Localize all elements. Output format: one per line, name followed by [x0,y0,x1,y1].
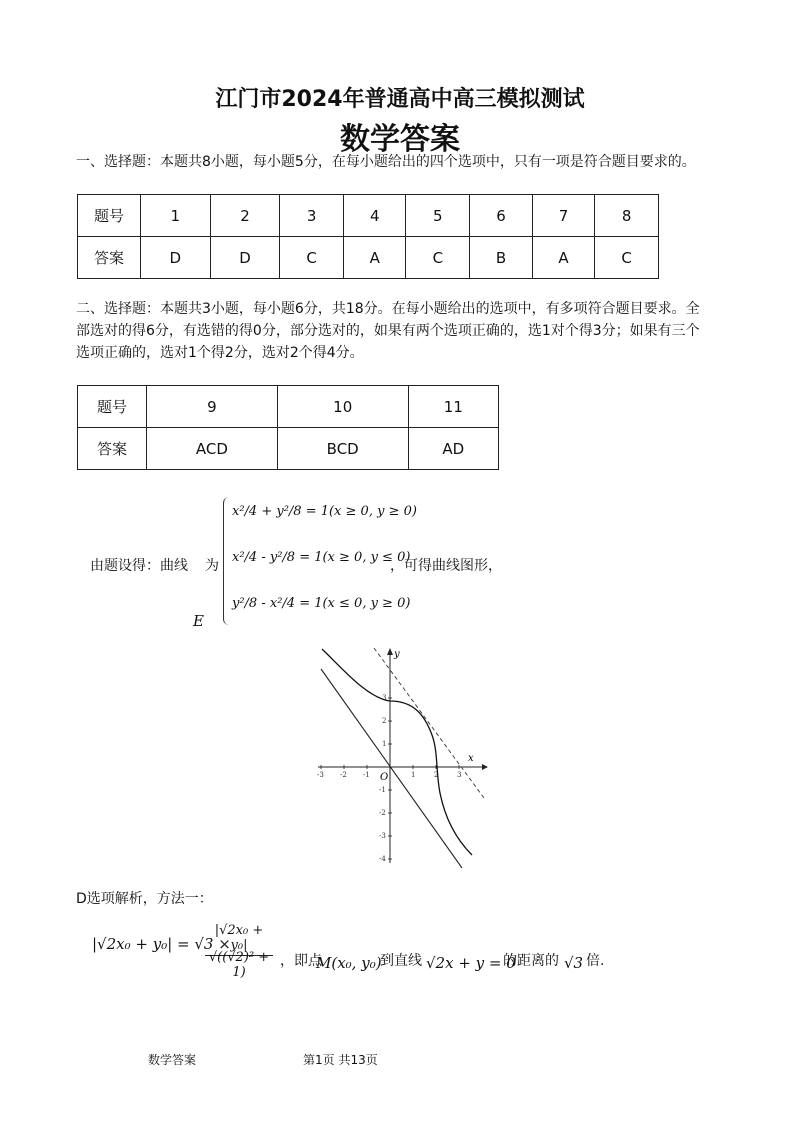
footer-label: 数学答案 [148,1053,197,1067]
y-tick-label: 3 [382,694,387,702]
piecewise-case-1: x²/4 + y²/8 = 1(x ≥ 0, y ≥ 0) [232,504,417,519]
x-tick-label: -3 [317,771,324,779]
y-tick-label: -1 [379,786,386,794]
table-row [78,428,499,470]
d-option-text3: 的距离的 [503,953,559,969]
y-tick-label: -2 [379,809,386,817]
answer-cell: BCD [277,428,408,470]
asymptote-line [321,669,462,868]
answer-cell: AD [408,428,498,470]
section2-intro-line3: 选项正确的，选对1个得2分，选对2个得4分。 [76,345,364,361]
page-number: 第1页 共13页 [303,1053,378,1067]
y-tick-label: -3 [379,832,386,840]
section2-answer-table [77,385,499,470]
y-tick-label: 2 [382,717,387,725]
row-label: 题号 [78,386,147,428]
section2-intro-line2: 部选对的得6分，有选错的得0分，部分选对的，如果有两个选项正确的，选1对个得3分；如果有三个 [76,323,700,339]
derivation-wei: 为 [205,558,219,574]
question-number: 10 [277,386,408,428]
section2-intro-line1: 二、选择题：本题共3小题，每小题6分，共18分。在每小题给出的选项中，有多项符合题目要求。全 [76,301,700,317]
question-number: 1 [141,195,211,237]
table-row [78,195,659,237]
question-number: 5 [406,195,470,237]
table-row [78,237,659,279]
x-axis-label: x [468,753,474,764]
row-label: 答案 [78,237,141,279]
row-label: 答案 [78,428,147,470]
d-option-fraction-denominator: √((√2)² + 1) [208,950,270,980]
derivation-suffix: ，可得曲线图形， [390,558,502,574]
answer-cell: A [344,237,406,279]
derivation-prefix: 由题设得：曲线 [90,558,188,574]
piecewise-case-2: x²/4 - y²/8 = 1(x ≥ 0, y ≤ 0) [232,550,411,565]
section1-intro: 一、选择题：本题共8小题，每小题5分，在每小题给出的四个选项中，只有一项是符合题目要求的。 [76,154,696,170]
origin-label: O [380,772,389,783]
y-tick-label: 1 [382,740,387,748]
x-tick-label: -1 [363,771,370,779]
piecewise-brace [223,497,232,625]
question-number: 6 [470,195,533,237]
x-tick-label: 1 [411,771,416,779]
answer-cell: D [210,237,280,279]
x-tick-label: 2 [434,771,439,779]
section2-intro [76,298,776,364]
d-option-text1: ，即点 [280,953,322,969]
d-option-factor: √3 [564,954,584,972]
question-number: 8 [595,195,659,237]
piecewise-case-3: y²/8 - x²/4 = 1(x ≤ 0, y ≥ 0) [232,596,411,611]
d-option-heading: D选项解析，方法一： [76,891,213,907]
answer-cell: A [532,237,594,279]
answer-cell: C [280,237,344,279]
x-axis-arrow-icon [482,764,488,770]
d-option-text4: 倍. [586,953,605,969]
table-row [78,386,499,428]
y-tick-label: -4 [379,855,386,863]
answer-cell: B [470,237,533,279]
section1-answer-table [77,194,659,279]
answer-cell: ACD [147,428,278,470]
y-axis-arrow-icon [387,648,393,655]
answer-cell: C [595,237,659,279]
question-number: 2 [210,195,280,237]
curve-e [322,649,472,855]
d-option-fraction-numerator: |√2x₀ + y₀| [205,923,273,956]
question-number: 4 [344,195,406,237]
tick-labels [317,694,461,863]
d-option-line-equation: √2x + y = 0 [426,954,516,972]
x-tick-label: 3 [457,771,462,779]
answer-cell: C [406,237,470,279]
curve-graph [312,643,490,868]
page-subtitle: 数学答案 [340,122,460,157]
question-number: 3 [280,195,344,237]
page-title: 江门市2024年普通高中高三模拟测试 [215,87,585,112]
y-axis-label: y [394,649,400,660]
x-tick-label: -2 [340,771,347,779]
d-option-text2: 到直线 [380,953,422,969]
row-label: 题号 [78,195,141,237]
question-number: 11 [408,386,498,428]
d-option-point: M(x₀, y₀) [316,954,382,972]
d-option-lhs: |√2x₀ + y₀| = √3 × [92,935,231,953]
question-number: 7 [532,195,594,237]
curve-name: E [193,612,204,630]
answer-cell: D [141,237,211,279]
question-number: 9 [147,386,278,428]
